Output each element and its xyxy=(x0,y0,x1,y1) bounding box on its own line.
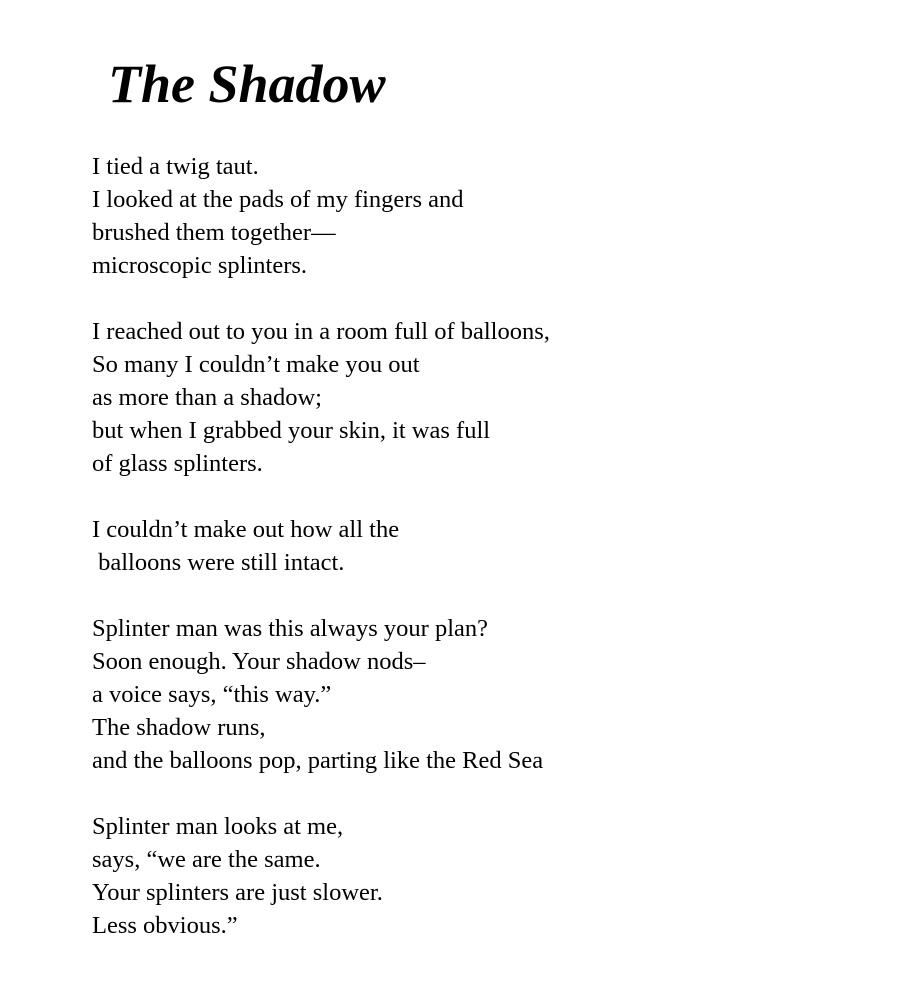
poem-title: The Shadow xyxy=(108,54,386,114)
poem-line: The shadow runs, xyxy=(92,714,266,741)
poem-line: a voice says, “this way.” xyxy=(92,681,332,708)
poem-line: microscopic splinters. xyxy=(92,252,308,279)
stanza-4 xyxy=(92,612,872,777)
poem-line: I looked at the pads of my fingers and xyxy=(92,186,464,213)
poem-line: and the balloons pop, parting like the Red Sea xyxy=(92,747,544,774)
stanza-3 xyxy=(92,513,872,579)
poem-line: So many I couldn’t make you out xyxy=(92,351,420,378)
poem-line: Less obvious.” xyxy=(92,912,238,939)
stanza-5 xyxy=(92,810,872,942)
poem-line: Splinter man was this always your plan? xyxy=(92,615,489,642)
poem-line: Soon enough. Your shadow nods– xyxy=(92,648,426,675)
poem-line: I tied a twig taut. xyxy=(92,153,259,180)
poem-body xyxy=(92,150,872,975)
poem-line: as more than a shadow; xyxy=(92,384,322,411)
stanza-2 xyxy=(92,315,872,480)
poem-line: of glass splinters. xyxy=(92,450,263,477)
stanza-1 xyxy=(92,150,872,282)
poem-line: balloons were still intact. xyxy=(92,549,345,576)
poem-line: I couldn’t make out how all the xyxy=(92,516,400,543)
poem-line: says, “we are the same. xyxy=(92,846,321,873)
poem-line: Your splinters are just slower. xyxy=(92,879,383,906)
poem-line: but when I grabbed your skin, it was full xyxy=(92,417,491,444)
poem-line: brushed them together— xyxy=(92,219,336,246)
poem-line: I reached out to you in a room full of balloons, xyxy=(92,318,550,345)
poem-line: Splinter man looks at me, xyxy=(92,813,344,840)
